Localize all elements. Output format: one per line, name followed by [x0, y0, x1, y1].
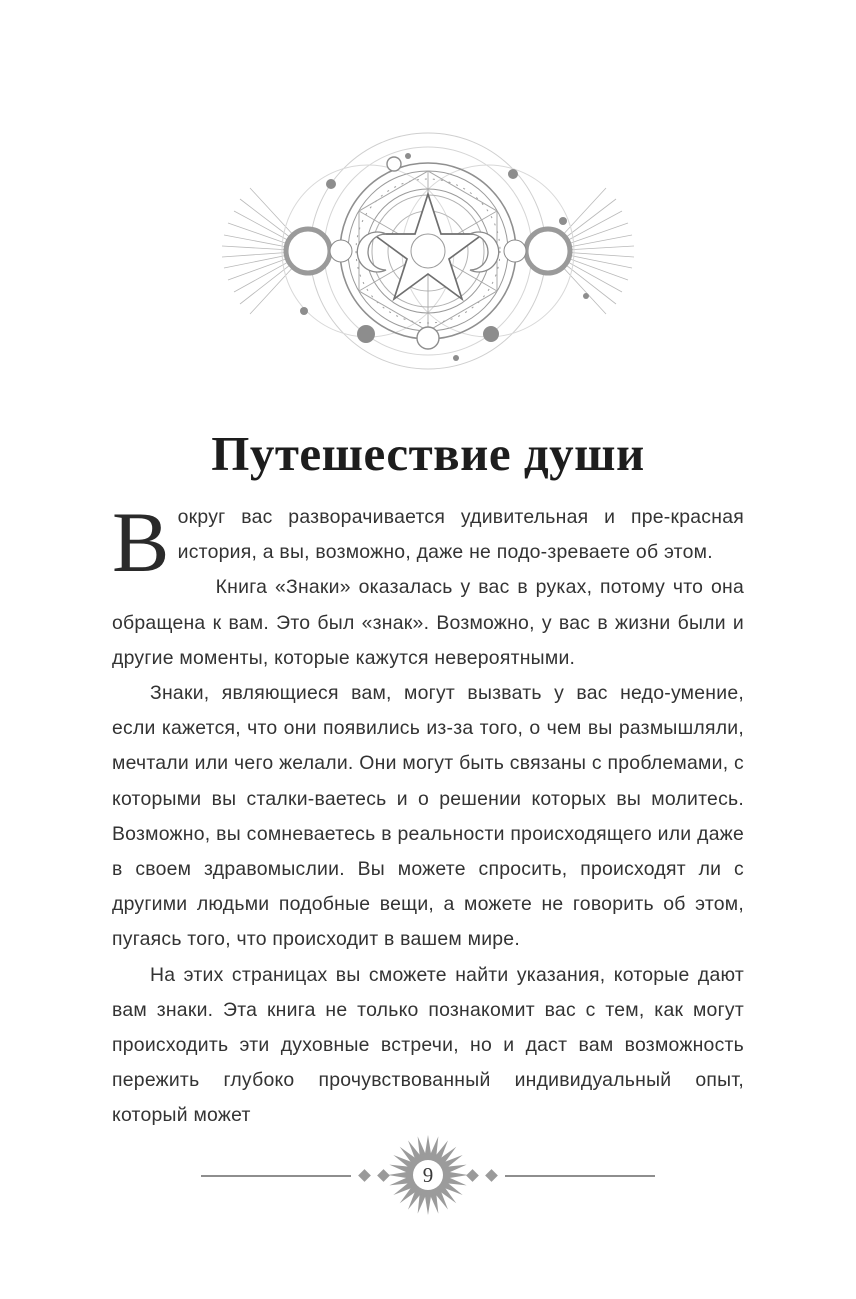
paragraph-2: Книга «Знаки» оказалась у вас в руках, потому что она обращена к вам. Это был «знак». Возможно, у вас в жизни были и другие моменты, которые кажутся невероятными. — [112, 576, 744, 669]
paragraph-1 — [112, 494, 744, 590]
footer-rule-right — [505, 1175, 655, 1177]
footer-rule-left — [201, 1175, 351, 1177]
footer-diamond-left-1 — [358, 1169, 371, 1182]
footer-diamond-right-1 — [485, 1169, 498, 1182]
page-footer — [0, 1130, 856, 1220]
drop-cap: В — [112, 494, 170, 590]
chapter-ornament — [0, 118, 856, 383]
paragraph-text: округ вас разворачивается удивительная и пре-красная история, а вы, возможно, даже не подо-зреваете об этом. — [177, 506, 744, 564]
paragraph-4: На этих страницах вы сможете найти указания, которые дают вам знаки. Эта книга не только познакомит вас с тем, как могут происходить эти духовные встречи, но и даст вам возможность пережить глубоко прочувствованный индивидуальный опыт, который может — [112, 963, 744, 1127]
body-text — [112, 494, 744, 1134]
page-number: 9 — [422, 1162, 434, 1187]
footer-ornament — [385, 1132, 471, 1218]
page-title: Путешествие души — [211, 425, 645, 481]
paragraph-3: Знаки, являющиеся вам, могут вызвать у вас недо-умение, если кажется, что они появились из-за того, о чем вы размышляли, мечтали или чего желали. Они могут быть связаны с проблемами, с которыми вы сталки-ваетесь и о решении которых вы молитесь. Возможно, вы сомневаетесь в реальности происходящего или даже в своем здравомыслии. Вы можете спросить, происходят ли с другими людьми подобные вещи, а можете не говорить об этом, пугаясь того, что происходит в вашем мире. — [112, 682, 744, 951]
mandala-star-ornament-icon — [208, 126, 648, 376]
